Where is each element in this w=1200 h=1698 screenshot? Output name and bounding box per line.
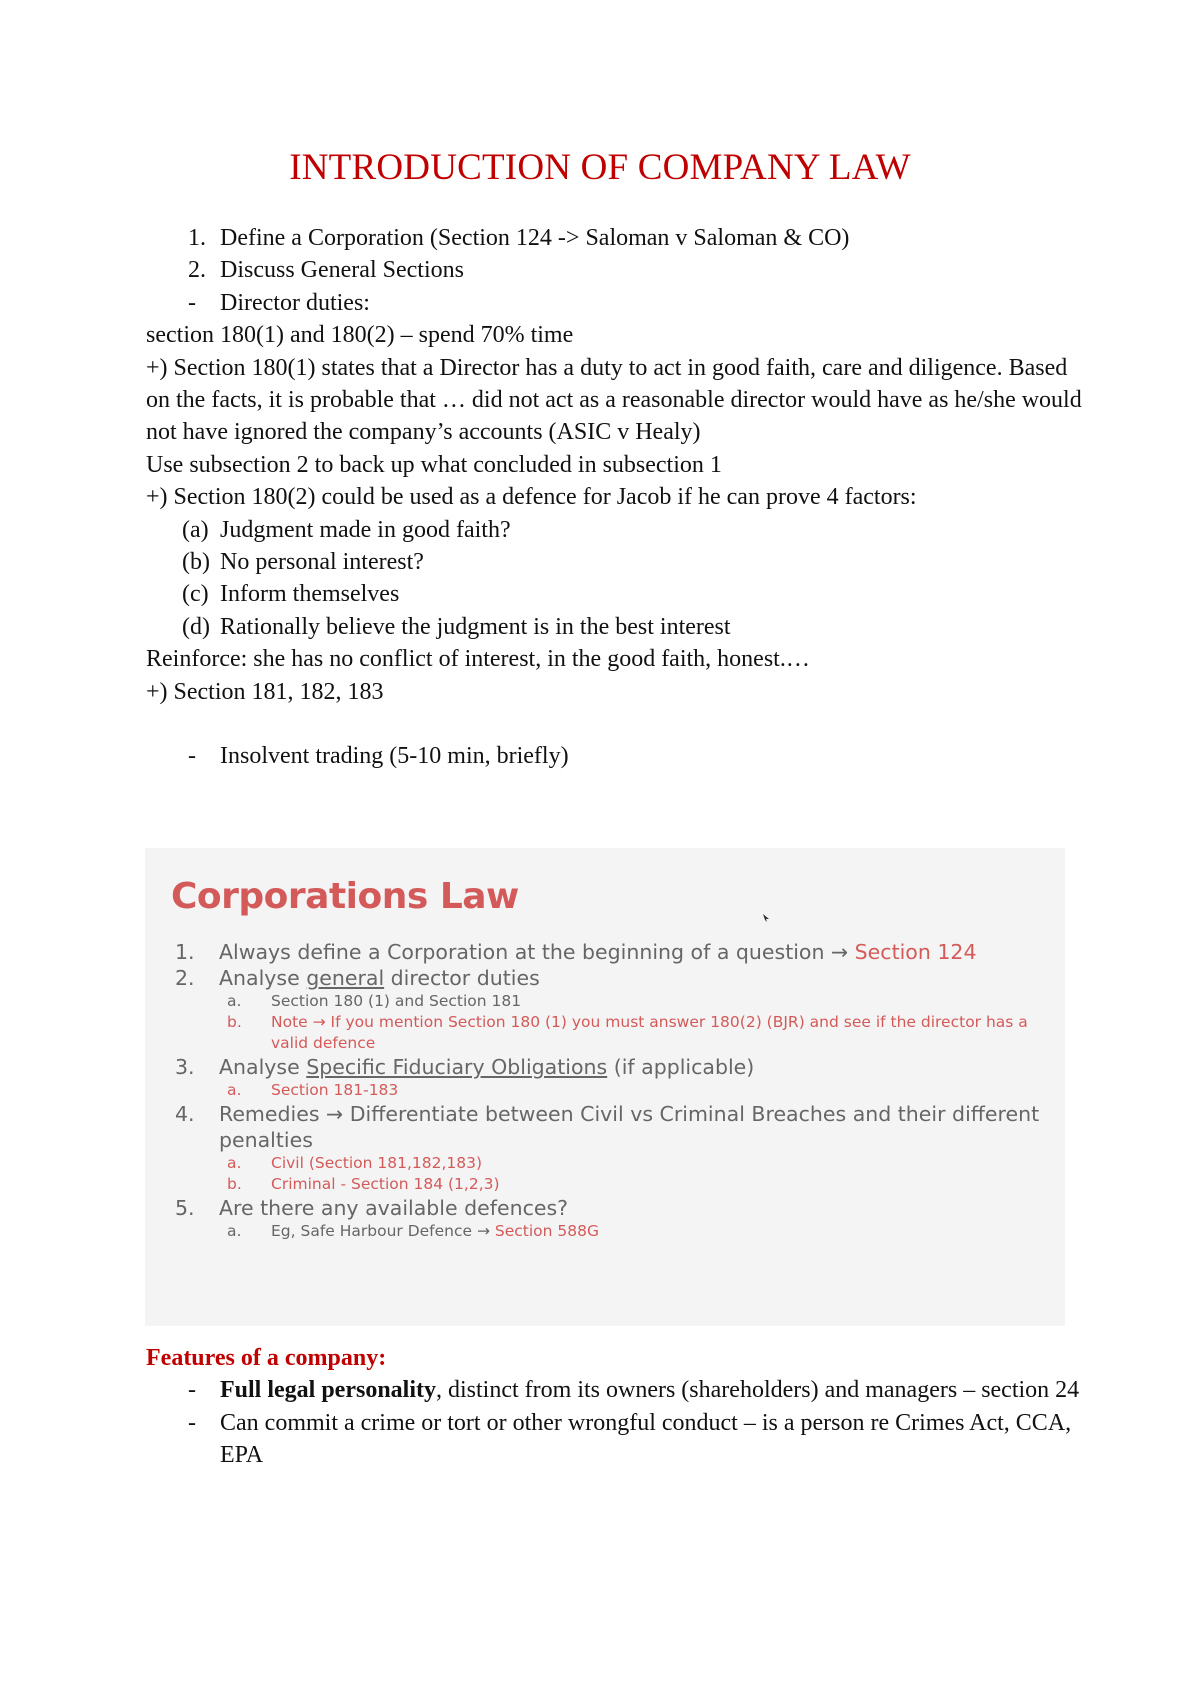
- slide-item-text: [219, 939, 1045, 965]
- factor-item: [146, 546, 1086, 578]
- slide-item-number: 2.: [175, 966, 195, 990]
- factor-item: [146, 514, 1086, 546]
- slide-item-underlined: general: [306, 966, 385, 990]
- slide-title: Corporations Law: [171, 876, 519, 917]
- slide-subitem: [171, 1174, 1045, 1195]
- list-item-text: Discuss General Sections: [220, 257, 464, 284]
- slide-subitem-letter: b.: [227, 1175, 242, 1193]
- list-dash: -: [188, 1409, 196, 1436]
- slide-item: [171, 1054, 1045, 1080]
- list-item: [146, 254, 1086, 286]
- slide-item-text: [219, 1054, 1045, 1080]
- factor-text: Inform themselves: [220, 581, 400, 608]
- list-item: [146, 740, 1086, 772]
- feature-bold-text: Full legal personality: [220, 1377, 436, 1404]
- slide-item-number: 5.: [175, 1196, 195, 1220]
- factor-item: [146, 611, 1086, 643]
- features-section: [146, 1342, 1086, 1472]
- list-dash: -: [188, 289, 196, 316]
- slide-screenshot: [145, 848, 1065, 1326]
- features-heading: Features of a company:: [146, 1345, 387, 1371]
- list-item: [146, 222, 1086, 254]
- slide-subitem: [171, 1012, 1045, 1054]
- slide-item-text-part: director duties: [384, 966, 540, 990]
- factor-item: [146, 578, 1086, 610]
- slide-subitem-letter: a.: [227, 1154, 242, 1172]
- slide-item-underlined: Specific Fiduciary Obligations: [306, 1055, 608, 1079]
- slide-item: [171, 939, 1045, 965]
- notes-body: [146, 222, 1086, 773]
- slide-subitem-letter: a.: [227, 1222, 242, 1240]
- slide-item-text: Remedies → Differentiate between Civil vs Criminal Breaches and their different penalties: [219, 1102, 1040, 1152]
- list-item-text: Define a Corporation (Section 124 -> Saloman v Saloman & CO): [220, 225, 850, 251]
- slide-item-text-part: Analyse: [219, 966, 307, 990]
- slide-subitem: [171, 991, 1045, 1012]
- factor-mark: (d): [182, 613, 210, 640]
- slide-item: [171, 1101, 1045, 1153]
- spacer: [146, 708, 1086, 740]
- slide-subitem-letter: a.: [227, 992, 242, 1010]
- factor-text: Judgment made in good faith?: [220, 516, 511, 543]
- list-item-text: Director duties:: [220, 289, 370, 316]
- list-item: [146, 287, 1086, 319]
- slide-item-number: 3.: [175, 1055, 195, 1079]
- slide-subitem-text: Section 181-183: [271, 1081, 399, 1099]
- list-number: 1.: [188, 225, 206, 251]
- slide-subitem: [171, 1080, 1045, 1101]
- slide-item: [171, 1195, 1045, 1221]
- slide-item-text-part: Analyse: [219, 1055, 307, 1079]
- list-item-text: Insolvent trading (5-10 min, briefly): [220, 743, 569, 770]
- slide-content: [171, 876, 1045, 1242]
- page-title: INTRODUCTION OF COMPANY LAW: [289, 147, 911, 188]
- slide-subitem-letter: a.: [227, 1081, 242, 1099]
- feature-item: [146, 1407, 1086, 1472]
- feature-text-part: , distinct from its owners (shareholders) and managers – section 24: [436, 1377, 1080, 1404]
- paragraph: +) Section 181, 182, 183: [146, 678, 384, 705]
- list-number: 2.: [188, 257, 206, 284]
- slide-item-number: 1.: [175, 940, 195, 964]
- list-dash: -: [188, 743, 196, 770]
- feature-item: [146, 1374, 1086, 1406]
- slide-item-text: [219, 965, 1045, 991]
- factor-mark: (a): [182, 516, 209, 543]
- slide-subitem-text: Civil (Section 181,182,183): [271, 1154, 483, 1172]
- slide-item-red-text: Section 124: [854, 940, 977, 964]
- paragraph: +) Section 180(1) states that a Director has a duty to act in good faith, care and diligence. Based on the facts, it is probable that … did not act as a reasonable director would have as he/she would not have ignored the company’s accounts (ASIC v Healy): [146, 354, 1082, 446]
- feature-text: [220, 1374, 1086, 1406]
- slide-subitem-text: Note → If you mention Section 180 (1) you must answer 180(2) (BJR) and see if the director has a valid defence: [271, 1013, 1028, 1052]
- feature-text: Can commit a crime or tort or other wrongful conduct – is a person re Crimes Act, CCA, EPA: [220, 1409, 1072, 1469]
- slide-subitem-text: Section 180 (1) and Section 181: [271, 992, 522, 1010]
- slide-subitem-red-text: Section 588G: [494, 1222, 600, 1240]
- factor-text: Rationally believe the judgment is in the best interest: [220, 613, 731, 640]
- slide-item: [171, 965, 1045, 991]
- slide-item-number: 4.: [175, 1102, 195, 1126]
- factor-text: No personal interest?: [220, 549, 424, 576]
- factor-mark: (c): [182, 581, 209, 608]
- paragraph: +) Section 180(2) could be used as a defence for Jacob if he can prove 4 factors:: [146, 484, 917, 511]
- slide-subitem: [171, 1221, 1045, 1242]
- list-dash: -: [188, 1377, 196, 1404]
- paragraph: Reinforce: she has no conflict of interest, in the good faith, honest.…: [146, 646, 810, 673]
- paragraph: section 180(1) and 180(2) – spend 70% time: [146, 322, 574, 349]
- slide-subitem-letter: b.: [227, 1013, 242, 1031]
- slide-item-text-part: Always define a Corporation at the beginning of a question →: [219, 940, 855, 964]
- slide-subitem: [171, 1153, 1045, 1174]
- slide-item-text: Are there any available defences?: [219, 1196, 569, 1220]
- slide-subitem-text-part: Eg, Safe Harbour Defence →: [271, 1222, 495, 1240]
- slide-item-text-part: (if applicable): [607, 1055, 755, 1079]
- paragraph: Use subsection 2 to back up what concluded in subsection 1: [146, 451, 722, 478]
- slide-subitem-text: Criminal - Section 184 (1,2,3): [271, 1175, 500, 1193]
- factor-mark: (b): [182, 549, 210, 576]
- slide-subitem-text: [271, 1221, 1045, 1242]
